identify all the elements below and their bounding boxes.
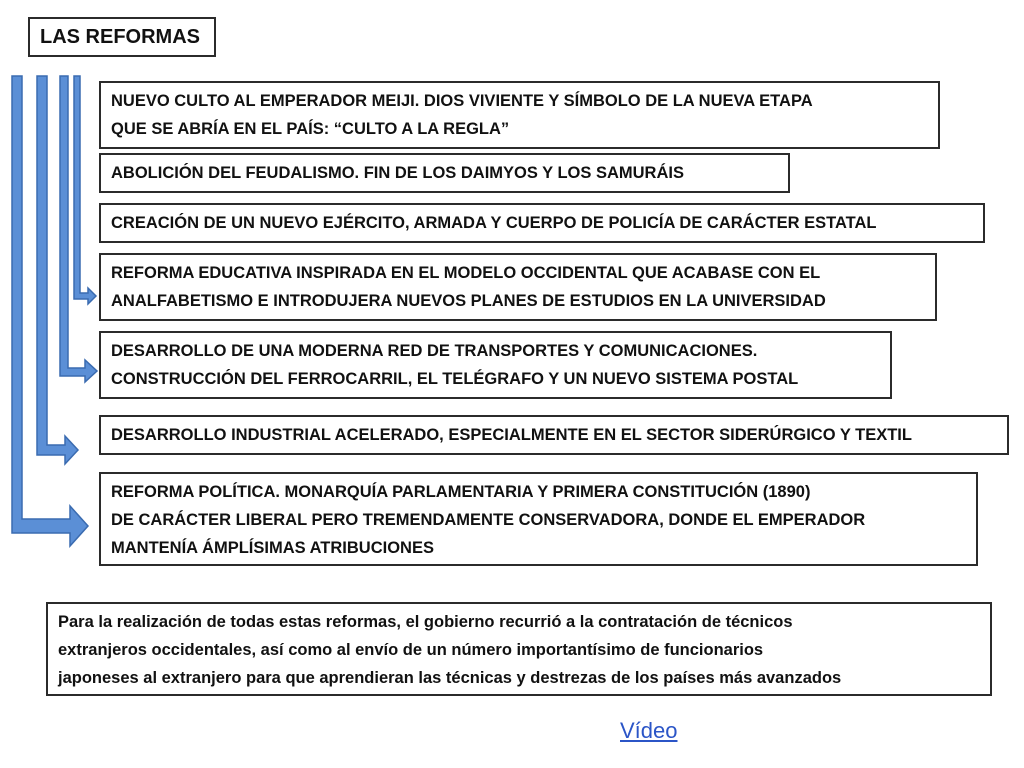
page-title-text: LAS REFORMAS xyxy=(40,26,200,48)
reform-2-line-1: ABOLICIÓN DEL FEUDALISMO. FIN DE LOS DAIMYOS Y LOS SAMURÁIS xyxy=(111,164,684,182)
reform-5-line-1: DESARROLLO DE UNA MODERNA RED DE TRANSPORTES Y COMUNICACIONES. xyxy=(111,342,758,360)
reform-3-line-1: CREACIÓN DE UN NUEVO EJÉRCITO, ARMADA Y CUERPO DE POLICÍA DE CARÁCTER ESTATAL xyxy=(111,214,877,232)
reform-6-line-1: DESARROLLO INDUSTRIAL ACELERADO, ESPECIALMENTE EN EL SECTOR SIDERÚRGICO Y TEXTIL xyxy=(111,426,912,444)
reform-1-line-2: QUE SE ABRÍA EN EL PAÍS: “CULTO A LA REGLA” xyxy=(111,120,510,138)
reform-box-2 xyxy=(99,153,790,193)
reform-4-line-1: REFORMA EDUCATIVA INSPIRADA EN EL MODELO OCCIDENTAL QUE ACABASE CON EL xyxy=(111,264,821,282)
reform-5-line-2: CONSTRUCCIÓN DEL FERROCARRIL, EL TELÉGRAFO Y UN NUEVO SISTEMA POSTAL xyxy=(111,370,799,388)
reform-box-3 xyxy=(99,203,985,243)
reform-box-6 xyxy=(99,415,1009,455)
reform-7-line-1: REFORMA POLÍTICA. MONARQUÍA PARLAMENTARIA Y PRIMERA CONSTITUCIÓN (1890) xyxy=(111,483,811,501)
summary-note-line-1: Para la realización de todas estas reformas, el gobierno recurrió a la contratación de técnicos xyxy=(58,613,793,631)
arrow-reform-6 xyxy=(37,76,78,464)
page-title xyxy=(28,17,216,57)
reform-box-5 xyxy=(99,331,892,399)
video-link[interactable]: Vídeo xyxy=(620,718,678,743)
reform-1-line-1: NUEVO CULTO AL EMPERADOR MEIJI. DIOS VIVIENTE Y SÍMBOLO DE LA NUEVA ETAPA xyxy=(111,92,813,110)
reform-box-7 xyxy=(99,472,978,566)
summary-note xyxy=(46,602,992,696)
reform-7-line-2: DE CARÁCTER LIBERAL PERO TREMENDAMENTE CONSERVADORA, DONDE EL EMPERADOR xyxy=(111,511,866,529)
reform-box-1 xyxy=(99,81,940,149)
summary-note-line-2: extranjeros occidentales, así como al envío de un número importantísimo de funcionarios xyxy=(58,641,764,659)
summary-note-line-3: japoneses al extranjero para que aprendieran las técnicas y destrezas de los países más avanzados xyxy=(58,669,842,687)
arrow-reform-4 xyxy=(74,76,96,304)
reform-box-4 xyxy=(99,253,937,321)
reform-4-line-2: ANALFABETISMO E INTRODUJERA NUEVOS PLANES DE ESTUDIOS EN LA UNIVERSIDAD xyxy=(111,292,826,310)
reform-7-line-3: MANTENÍA ÁMPLÍSIMAS ATRIBUCIONES xyxy=(111,539,434,557)
